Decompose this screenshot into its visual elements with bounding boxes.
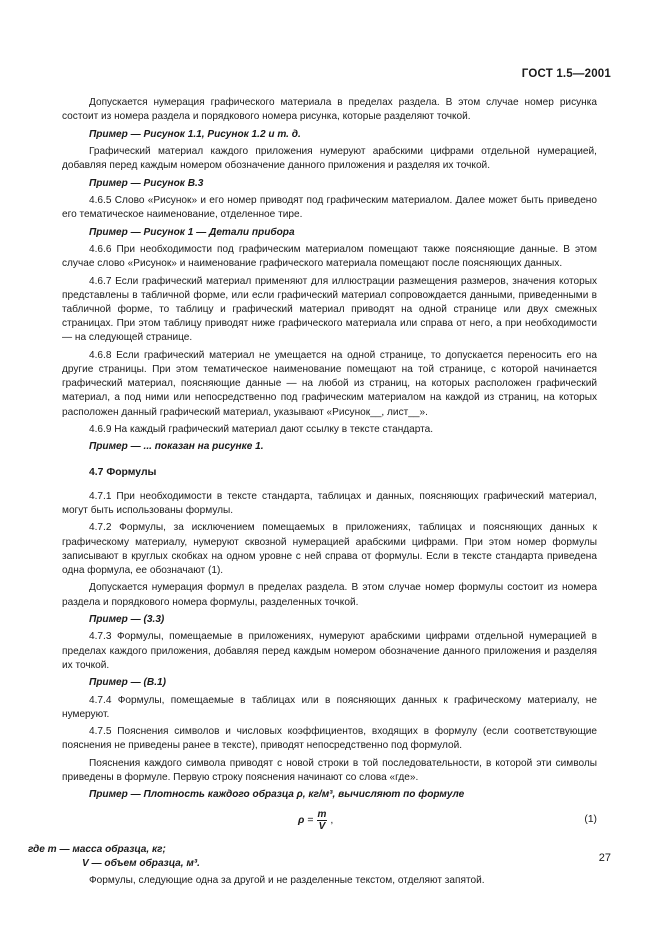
where-line: где m — масса образца, кг; (28, 843, 166, 855)
clause-4-6-8: 4.6.8 Если графический материал не умещается на одной странице, то допускается переносить его на другие страницы. При этом тематическое наименование помещают на той странице, с которой начинается графический материал, поясняющие данные — на любой из страниц, на которых расположен графический материал, а под ними или непосредственно под графическим материалом на каждой из страниц, на которых расположен данный графический материал, указывают «Рисунок__, лист__». (62, 349, 597, 418)
example-line: Пример — (В.1) (89, 677, 166, 689)
clause-4-7-2: 4.7.2 Формулы, за исключением помещаемых в приложениях, таблицах и поясняющих данных к графическому материалу, нумеруют сквозной нумерацией арабскими цифрами. При этом номер формулы записывают в круглых скобках на одном уровне с ней справа от формулы. Если в тексте стандарта приведена одна формула, ее обозначают (1). (62, 522, 597, 576)
paragraph: Формулы, следующие одна за другой и не разделенные текстом, отделяют запятой. (89, 874, 485, 886)
clause-4-7-4: 4.7.4 Формулы, помещаемые в таблицах или в поясняющих данных к графическому материалу, не нумеруют. (62, 694, 597, 720)
standard-header: ГОСТ 1.5—2001 (521, 68, 611, 80)
paragraph: Графический материал каждого приложения нумеруют арабскими цифрами отдельной нумерацией, добавляя перед каждым номером обозначение данного приложения и разделяя их точкой. (62, 145, 597, 172)
formula-fraction (317, 809, 328, 832)
density-formula (298, 809, 333, 832)
formula-tail: , (330, 813, 334, 826)
page-body (28, 96, 597, 891)
formula-block (62, 807, 597, 837)
paragraph: Допускается нумерация формул в пределах раздела. В этом случае номер формулы состоит из номера раздела и порядкового номера формулы, разделенных точкой. (62, 582, 597, 608)
formula-denominator: V (318, 820, 326, 832)
clause-4-6-5: 4.6.5 Слово «Рисунок» и его номер приводят под графическим материалом. Далее может быть приведено его тематическое наименование, отделенное тире. (62, 194, 597, 221)
example-line: Пример — Плотность каждого образца ρ, кг/м³, вычисляют по формуле (89, 789, 465, 801)
page-number: 27 (598, 852, 611, 864)
clause-4-6-9: 4.6.9 На каждый графический материал дают ссылку в тексте стандарта. (89, 423, 434, 435)
example-line: Пример — Рисунок 1.1, Рисунок 1.2 и т. д. (89, 128, 301, 140)
paragraph: Пояснения каждого символа приводят с новой строки в той последовательности, в которой эти символы приведены в формуле. Первую строку пояснения начинают со слова «где». (62, 757, 597, 783)
formula-number: (1) (584, 813, 597, 825)
section-heading-4-7: 4.7 Формулы (89, 466, 157, 478)
where-line: V — объем образца, м³. (82, 857, 200, 869)
clause-4-6-7: 4.6.7 Если графический материал применяют для иллюстрации размещения размеров, значения которых представлены в табличной форме, или если графический материал сопровождается данными, приведенными в табличной форме, то таблицу и графический материал приводят на одной странице или двух смежных страницах. При этом таблицу приводят ниже графического материала или справа от него, а при необходимости — на следующей странице. (62, 275, 597, 344)
clause-4-7-5: 4.7.5 Пояснения символов и числовых коэффициентов, входящих в формулу (если соответствующие пояснения не приведены ранее в тексте), приводят непосредственно под формулой. (62, 726, 597, 752)
formula-equals: = (307, 813, 314, 826)
example-line: Пример — Рисунок 1 — Детали прибора (89, 226, 295, 238)
example-line: Пример — Рисунок В.3 (89, 177, 204, 189)
clause-4-7-1: 4.7.1 При необходимости в тексте стандарта, таблицах и данных, поясняющих графический материал, могут быть использованы формулы. (62, 490, 597, 516)
formula-numerator: m (317, 808, 327, 820)
example-line: Пример — (3.3) (89, 613, 165, 625)
formula-lhs: ρ (298, 813, 305, 826)
example-line: Пример — ... показан на рисунке 1. (89, 441, 264, 453)
clause-4-6-6: 4.6.6 При необходимости под графическим материалом помещают также поясняющие данные. В этом случае слово «Рисунок» и наименование графического материала помещают после поясняющих данных. (62, 243, 597, 270)
paragraph: Допускается нумерация графического материала в пределах раздела. В этом случае номер рисунка состоит из номера раздела и порядкового номера рисунка, которые разделяют точкой. (62, 97, 597, 123)
clause-4-7-3: 4.7.3 Формулы, помещаемые в приложениях, нумеруют арабскими цифрами отдельной нумерацией в пределах каждого приложения, добавляя перед каждым номером обозначение данного приложения и разделяя их точкой. (62, 631, 597, 671)
